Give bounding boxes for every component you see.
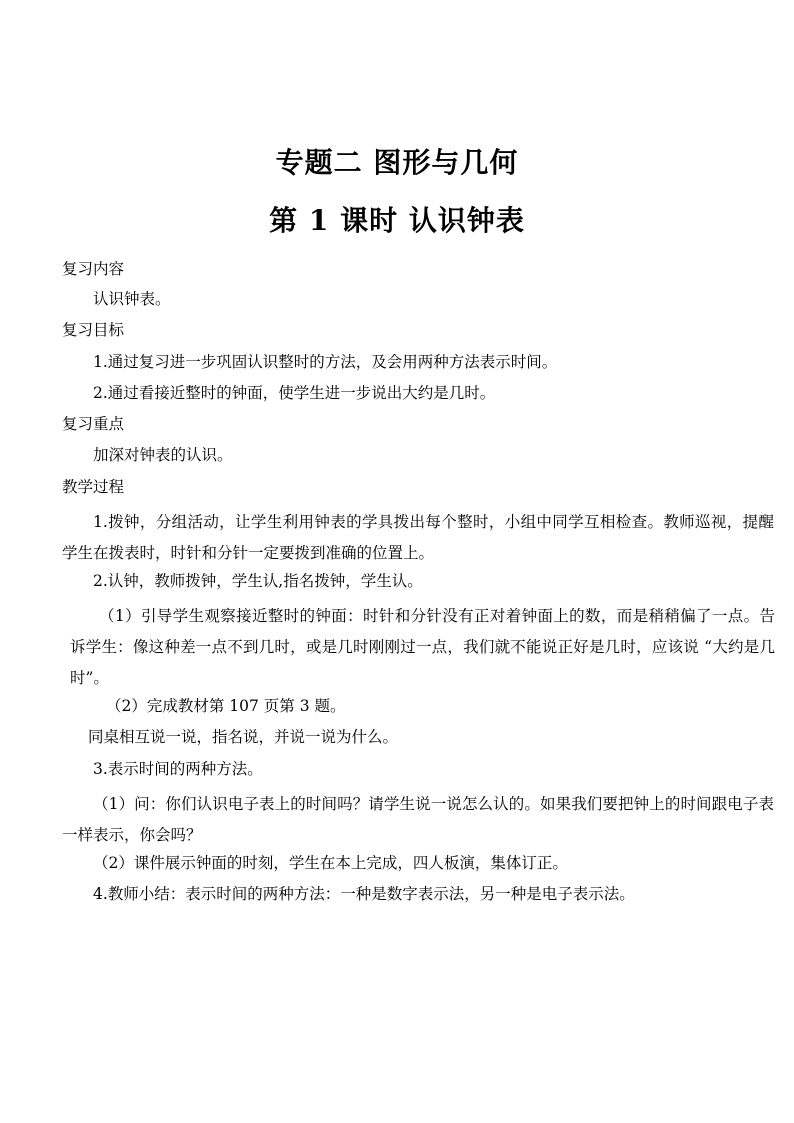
topic-title: 专题二 图形与几何 [275,146,519,179]
process-step-3: 3.表示时间的两种方法。 [93,760,263,778]
process-step-2: 2.认钟，教师拨钟，学生认,指名拨钟，学生认。 [93,572,423,590]
content-text: 认识钟表。 [93,290,171,308]
process-heading: 教学过程 [62,478,125,496]
focus-text: 加深对钟表的认识。 [93,446,233,464]
goal-item-2: 2.通过看接近整时的钟面，使学生进一步说出大约是几时。 [93,384,496,402]
process-step-2-2: （2）完成教材第 107 页第 3 题。 [106,697,346,715]
process-step-2-note: 同桌相互说一说，指名说，并说一说为什么。 [88,728,399,746]
process-step-2-1: （1）引导学生观察接近整时的钟面：时针和分针没有正对着钟面上的数，而是稍稍偏了一点。告诉学生：像这种差一点不到几时，或是几时刚刚过一点，我们就不能说正好是几时，应该说 “大约是几时”。 [70,607,775,687]
process-step-1: 1.拨钟，分组活动，让学生利用钟表的学具拨出每个整时，小组中同学互相检查。教师巡视，提醒学生在拨表时，时针和分针一定要拨到准确的位置上。 [62,513,774,562]
process-step-3-2: （2）课件展示钟面的时刻，学生在本上完成，四人板演，集体订正。 [93,854,568,872]
goal-item-1: 1.通过复习进一步巩固认识整时的方法，及会用两种方法表示时间。 [93,353,558,371]
lesson-title: 第 1 课时 认识钟表 [269,204,525,237]
focus-heading: 复习重点 [62,415,125,433]
goals-heading: 复习目标 [62,321,125,339]
content-heading: 复习内容 [62,260,125,278]
process-step-4: 4.教师小结：表示时间的两种方法：一种是数字表示法，另一种是电子表示法。 [93,885,635,903]
process-step-3-1: （1）问：你们认识电子表上的时间吗？请学生说一说怎么认的。如果我们要把钟上的时间跟电子表一样表示，你会吗？ [62,795,774,844]
